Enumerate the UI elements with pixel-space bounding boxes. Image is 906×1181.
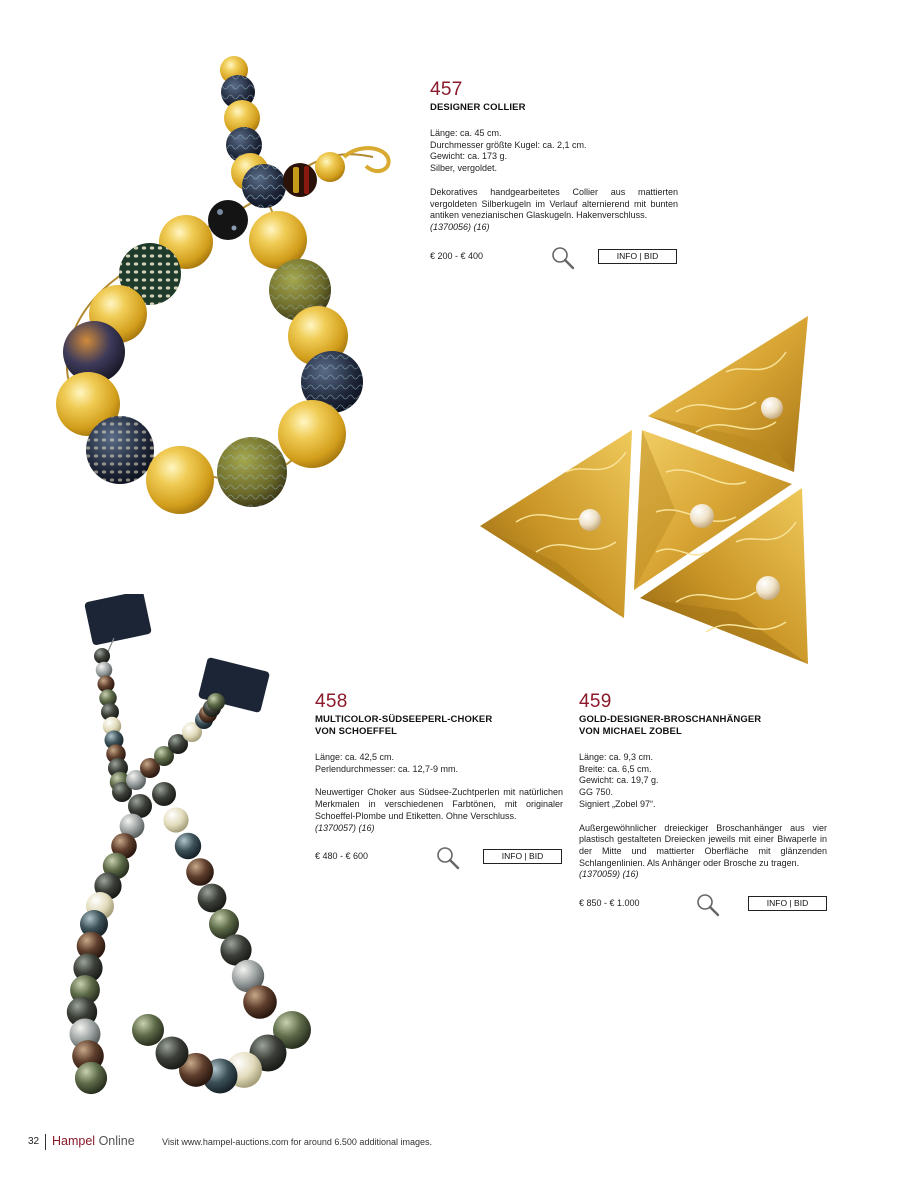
spec-line: Länge: ca. 42,5 cm. xyxy=(315,752,395,762)
spec-line: Signiert „Zobel 97“. xyxy=(579,798,656,809)
spec-line: Durchmesser größte Kugel: ca. 2,1 cm. xyxy=(430,139,587,150)
brooch-photo-459 xyxy=(476,312,818,668)
lot-title xyxy=(579,714,827,738)
estimate: € 850 - € 1.000 xyxy=(579,898,640,909)
visit-note[interactable]: Visit www.hampel-auctions.com for around 6.500 additional images. xyxy=(162,1137,432,1147)
spec-line: Perlendurchmesser: ca. 12,7-9 mm. xyxy=(315,763,459,774)
magnifier-icon[interactable] xyxy=(435,845,461,871)
spec-line: Gewicht: ca. 19,7 g. xyxy=(579,775,659,786)
pearl xyxy=(75,1062,107,1094)
brand-name: Hampel xyxy=(52,1134,96,1148)
lot-number: 457 xyxy=(430,79,463,100)
brand-suffix: Online xyxy=(98,1134,135,1148)
spec-line: GG 750. xyxy=(579,787,614,798)
lot-description xyxy=(315,787,563,834)
lot-number: 459 xyxy=(579,691,612,712)
lot-specs xyxy=(430,128,678,175)
spec-line: Silber, vergoldet. xyxy=(430,163,498,174)
description-text: Außergewöhnlicher dreieckiger Broschanhänger aus vier plastisch gestalteten Dreiecken jeweils mit einer Biwaperle in der Mitte und mattierter Oberfläche mit glänzenden Schlangenlinien. Als Anhänger oder Brosche zu tragen. xyxy=(579,822,827,868)
lot-457 xyxy=(430,80,678,274)
brooch-459-illustration xyxy=(476,312,818,668)
lot-title xyxy=(315,714,563,738)
pearl xyxy=(152,782,176,806)
lot-458 xyxy=(315,692,563,874)
pearl xyxy=(163,807,188,832)
lot-459 xyxy=(579,692,827,921)
pearl xyxy=(132,1014,164,1046)
pearl xyxy=(186,858,214,886)
necklace-457-illustration xyxy=(28,52,398,522)
lot-title-line: GOLD-DESIGNER-BROSCHANHÄNGER xyxy=(579,714,762,725)
description-text: Neuwertiger Choker aus Südsee-Zuchtperlen mit natürlichen Merkmalen in verschiedenen Farbtönen, mit originaler Schoeffel-Plombe und Etiketten. Ohne Verschluss. xyxy=(315,787,563,821)
spec-line: Breite: ca. 6,5 cm. xyxy=(579,763,652,774)
estimate: € 200 - € 400 xyxy=(430,250,484,261)
pearl-choker-photo-458 xyxy=(44,594,344,1124)
pearl xyxy=(175,833,201,859)
footer-divider xyxy=(45,1134,46,1150)
price-row xyxy=(579,895,827,921)
lot-title-line: VON SCHOEFFEL xyxy=(315,726,398,737)
lot-title-line: MULTICOLOR-SÜDSEEPERL-CHOKER xyxy=(315,714,493,725)
price-row xyxy=(315,848,563,874)
magnifier-icon[interactable] xyxy=(695,892,721,918)
spec-line: Länge: ca. 9,3 cm. xyxy=(579,752,654,762)
lot-description xyxy=(579,823,827,882)
magnifier-icon[interactable] xyxy=(550,245,576,271)
estimate: € 480 - € 600 xyxy=(315,851,369,862)
description-text: Dekoratives handgearbeitetes Collier aus mattierten vergoldeten Silberkugeln im Verlauf alternierend mit bunten antiken venezianischen Glaskugeln. Hakenverschluss. xyxy=(430,186,678,221)
page-number: 32 xyxy=(28,1136,40,1147)
pearl xyxy=(94,648,110,664)
spec-line: Gewicht: ca. 173 g. xyxy=(430,151,508,162)
spec-line: Länge: ca. 45 cm. xyxy=(430,128,502,138)
brand-logo xyxy=(52,1134,135,1148)
lot-number: 458 xyxy=(315,691,348,712)
lot-reference: (1370057) (16) xyxy=(315,822,375,833)
lot-specs xyxy=(579,752,827,811)
lot-specs xyxy=(315,752,563,775)
necklace-photo-457 xyxy=(28,52,398,522)
pearl xyxy=(243,985,277,1019)
lot-reference: (1370059) (16) xyxy=(579,869,639,880)
lot-title xyxy=(430,102,678,114)
lot-title-line: VON MICHAEL ZOBEL xyxy=(579,726,682,737)
pearl xyxy=(198,884,227,913)
lot-reference: (1370056) (16) xyxy=(430,221,490,232)
lot-description xyxy=(430,187,678,234)
price-row xyxy=(430,248,678,274)
info-bid-button[interactable]: INFO | BID xyxy=(598,249,677,264)
pearl xyxy=(207,693,225,711)
info-bid-button[interactable]: INFO | BID xyxy=(748,896,827,911)
info-bid-button[interactable]: INFO | BID xyxy=(483,849,562,864)
pearl xyxy=(156,1037,189,1070)
lot-title-line: DESIGNER COLLIER xyxy=(430,102,526,113)
choker-458-illustration xyxy=(44,594,344,1124)
schoeffel-tag-1 xyxy=(84,594,152,656)
